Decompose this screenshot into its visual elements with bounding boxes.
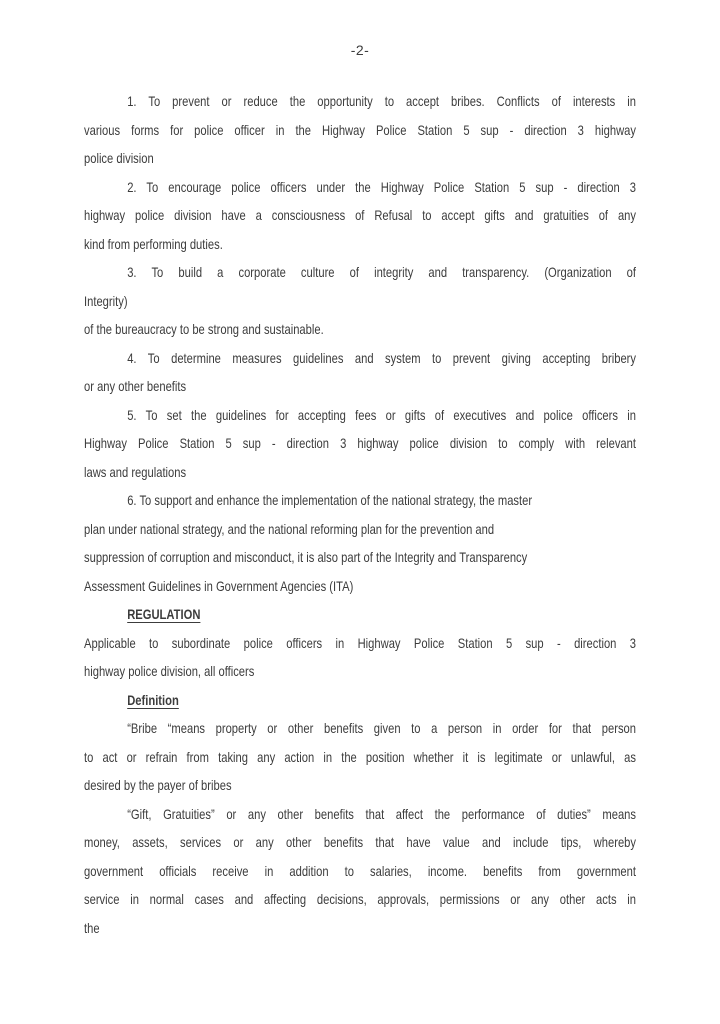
text-line — [84, 914, 636, 943]
text-line — [84, 771, 636, 800]
text-line — [84, 714, 636, 743]
text-line-content: “Bribe “means property or other benefits given to a person in order for that person — [127, 720, 636, 736]
text-line-content: plan under national strategy, and the national reforming plan for the prevention and — [84, 520, 495, 537]
section-heading — [84, 686, 636, 715]
text-line-content: suppression of corruption and misconduct, it is also part of the Integrity and Transparency — [84, 549, 528, 565]
text-line — [84, 486, 636, 515]
text-line-content: police division — [84, 150, 154, 166]
text-line-content: laws and regulations — [84, 463, 187, 480]
text-line — [84, 116, 636, 145]
text-line-content: the — [84, 919, 100, 936]
text-line-content: money, assets, services or any other benefits that have value and include tips, whereby — [84, 834, 636, 850]
text-line — [84, 429, 636, 458]
text-line-content: Applicable to subordinate police officers in Highway Police Station 5 sup - direction 3 — [84, 634, 636, 651]
text-line-content: service in normal cases and affecting decisions, approvals, permissions or any other acts in — [84, 891, 636, 907]
text-line — [84, 173, 636, 202]
text-line — [84, 287, 636, 316]
text-line — [84, 657, 636, 686]
text-line — [84, 344, 636, 373]
text-line-content: 2. To encourage police officers under the Highway Police Station 5 sup - direction 3 — [127, 178, 636, 195]
text-line — [84, 201, 636, 230]
text-line-content: desired by the payer of bribes — [84, 777, 232, 793]
text-line — [84, 629, 636, 658]
text-line — [84, 372, 636, 401]
text-line — [84, 401, 636, 430]
text-line-content: various forms for police officer in the Highway Police Station 5 sup - direction 3 highway — [84, 121, 636, 138]
text-line-content: or any other benefits — [84, 378, 187, 394]
text-line — [84, 572, 636, 601]
text-line — [84, 885, 636, 914]
text-line-content: 5. To set the guidelines for accepting fees or gifts of executives and police officers in — [127, 406, 636, 423]
section-heading-label: Definition — [127, 691, 179, 708]
text-line-content: “Gift, Gratuities” or any other benefits that affect the performance of duties” means — [127, 805, 636, 822]
text-line — [84, 800, 636, 829]
text-line-content: of the bureaucracy to be strong and sustainable. — [84, 321, 324, 337]
text-line — [84, 258, 636, 287]
text-line — [84, 144, 636, 173]
text-line-content: highway police division have a consciousness of Refusal to accept gifts and gratuities of any — [84, 207, 636, 223]
text-line — [84, 230, 636, 259]
section-heading-label: REGULATION — [127, 606, 201, 622]
section-heading — [84, 600, 636, 629]
text-line-content: to act or refrain from taking any action in the position whether it is legitimate or unlawful, as — [84, 748, 636, 765]
text-line-content: Integrity) — [84, 292, 128, 309]
text-line-content: Assessment Guidelines in Government Agencies (ITA) — [84, 577, 354, 594]
text-line — [84, 828, 636, 857]
text-line — [84, 515, 636, 544]
text-line-content: 4. To determine measures guidelines and system to prevent giving accepting bribery — [127, 349, 636, 366]
text-line — [84, 458, 636, 487]
text-line-content: Highway Police Station 5 sup - direction 3 highway police division to comply with relevant — [84, 435, 636, 451]
page-number: -2- — [350, 42, 370, 58]
text-line — [84, 87, 636, 116]
document-body — [84, 87, 636, 942]
text-line-content: 3. To build a corporate culture of integrity and transparency. (Organization of — [127, 264, 636, 280]
text-line — [84, 857, 636, 886]
text-line — [84, 315, 636, 344]
text-line-content: 6. To support and enhance the implementation of the national strategy, the master — [127, 492, 533, 508]
text-line-content: government officials receive in addition to salaries, income. benefits from government — [84, 862, 636, 879]
text-line-content: highway police division, all officers — [84, 663, 255, 679]
text-line-content: 1. To prevent or reduce the opportunity to accept bribes. Conflicts of interests in — [127, 93, 636, 109]
text-line-content: kind from performing duties. — [84, 235, 223, 252]
text-line — [84, 543, 636, 572]
text-line — [84, 743, 636, 772]
